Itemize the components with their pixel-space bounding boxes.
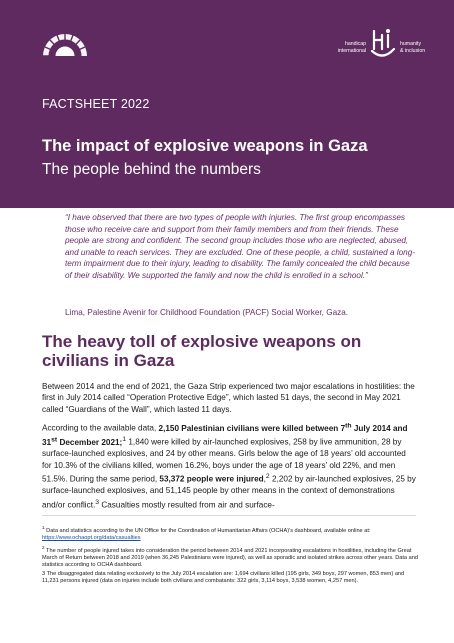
section-heading: The heavy toll of explosive weapons on civilians in Gaza — [42, 332, 362, 370]
footnote-ref-2[interactable]: 2 — [265, 473, 270, 481]
footnote-2: $^2$ The number of people injured takes into consideration the period between 2014 and 2021 incorporating escalations in hostilities, including the Great March of Return between 2018 and 2019 (when 36,245 Palestinians were injured), as well as sporadic and isolated strikes across other years. Data and statistics according to OCHA dashboard. — [42, 544, 418, 569]
body-paragraph-2: According to the available data, 2,150 Palestinian civilians were killed between 7th July 2014 and 31st December 2021;$^1$ 1,840 were killed by air-launched explosives, 258 by live ammunition, 28 by surface-launched explosives, and 24 by other means. Girls below the age of 18 years’ old accounted for 10.3% of the civilians killed, women 16.2%, boys under the age of 18 years’ old 22%, and men 51.5%. During the same period, 53,372 people were injured,$^2$ 2,202 by air-launched explosives, 25 by surface-launched explosives, and 51,145 people by other means in the context of demonstrations and/or conflict.$^3$ Casualties mostly resulted from air and surface- — [42, 422, 416, 510]
hi-hand-icon — [368, 27, 398, 63]
logo-text-left: handicap international — [337, 41, 366, 54]
body-paragraph-1: Between 2014 and the end of 2021, the Gaza Strip experienced two major escalations in hostilities: the first in July 2014 called “Operation Protective Edge”, which lasted 51 days, the second in May 2021 called “Guardians of the Wall”, which lasted 11 days. — [42, 382, 415, 414]
footnote-ref-3[interactable]: 3 — [95, 498, 100, 506]
page-title: The impact of explosive weapons in Gaza — [42, 137, 368, 155]
ocha-casualties-link[interactable]: https://www.ochaopt.org/data/casualties — [42, 535, 141, 542]
footnote-3: 3 The disaggregated data relating exclusively to the July 2014 escalation are: 1,694 civilians killed (195 girls, 349 boys, 297 women, 853 men) and 11,231 persons injured (data on injuries include both civilians and combatants: 322 girls, 3,114 boys, 3,538 women, 4,257 men). — [42, 570, 405, 584]
footnote-ref-1[interactable]: 1 — [122, 436, 127, 444]
quote-attribution: Lima, Palestine Avenir for Childhood Foundation (PACF) Social Worker, Gaza. — [65, 308, 349, 317]
footnote-divider — [42, 515, 416, 516]
factsheet-label: FACTSHEET 2022 — [42, 97, 150, 111]
testimony-quote: “I have observed that there are two types of people with injuries. The first group encompasses those who receive care and support from their family members and from their friends. These people are strong and confident. The second group includes those who are neglected, abused, and unable to reach services. They are excluded. One of these people, a child, sustained a long-term impairment due to their injury, leading to disability. The family concealed the child because of their disability. We supported the family and now the child is enrolled in a school.” — [65, 213, 416, 280]
killed-stat: 2,150 Palestinian civilians were killed between 7th July 2014 and 31st December 2021; — [42, 422, 408, 447]
hi-logo — [310, 27, 450, 67]
logo-text-right: humanity & inclusion — [400, 41, 426, 54]
hemicycle-logo-icon — [40, 30, 90, 60]
injured-stat: 53,372 people were injured — [159, 474, 264, 484]
page-subtitle: The people behind the numbers — [42, 161, 261, 178]
footnotes — [42, 524, 420, 587]
footnote-1: $^1$ Data and statistics according to the UN Office for the Coordination of Humanitarian Affairs (OCHA)’s dashboard, available online at: https://www.ochaopt.org/data/casualties — [42, 525, 371, 542]
header-band — [0, 0, 454, 208]
